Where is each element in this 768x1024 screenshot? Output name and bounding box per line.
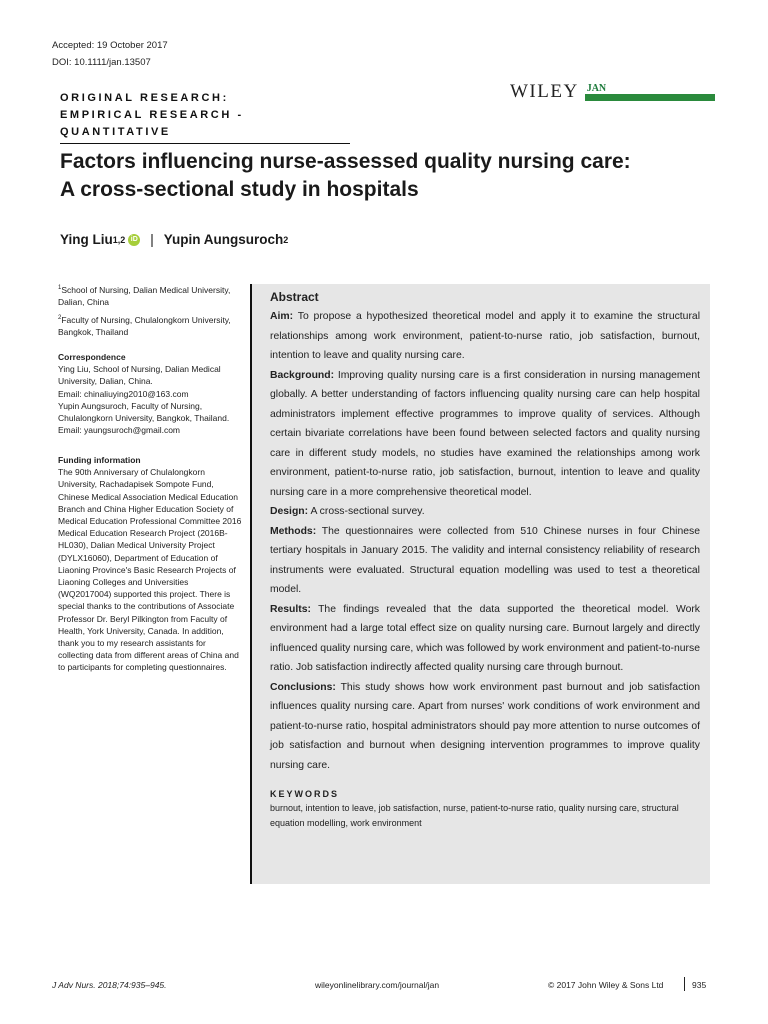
abstract-section-label: Methods:: [270, 525, 317, 537]
abstract-heading: Abstract: [270, 290, 319, 304]
abstract-section-text: A cross-sectional survey.: [310, 506, 425, 517]
affiliation-item: [58, 312, 243, 338]
affiliation-text: School of Nursing, Dalian Medical University, Dalian, China: [58, 284, 231, 308]
doi[interactable]: DOI: 10.1111/jan.13507: [52, 57, 151, 68]
keywords-text: burnout, intention to leave, job satisfaction, nurse, patient-to-nurse ratio, quality nursing care, structural equation modelling, work environment: [270, 803, 679, 828]
author-separator: |: [150, 232, 154, 247]
correspondence-line: Ying Liu, School of Nursing, Dalian Medical: [58, 364, 221, 375]
footer-journal-url[interactable]: wileyonlinelibrary.com/journal/jan: [315, 980, 440, 990]
abstract-design: [270, 502, 700, 522]
author-name[interactable]: Yupin Aungsuroch: [163, 232, 284, 247]
correspondence-line: Yupin Aungsuroch, Faculty of Nursing,: [58, 400, 203, 411]
jan-journal-logo: [585, 84, 715, 102]
abstract-section-label: Design:: [270, 506, 309, 517]
jan-logo-text: JAN: [586, 83, 607, 94]
funding-information: [58, 454, 243, 674]
abstract-aim: [270, 307, 700, 366]
abstract-background: [270, 366, 700, 503]
abstract-section-label: Background:: [270, 369, 335, 381]
jan-logo-bar: [585, 94, 715, 101]
author-name[interactable]: Ying Liu: [60, 232, 113, 247]
affiliations: [58, 282, 243, 338]
footer-citation: J Adv Nurs. 2018;74:935–945.: [52, 980, 167, 990]
correspondence-line: University, Dalian, China.: [58, 376, 153, 387]
page-number: 935: [692, 980, 707, 990]
affiliation-text: Faculty of Nursing, Chulalongkorn University, Bangkok, Thailand: [58, 315, 231, 338]
abstract-methods: [270, 522, 700, 600]
affiliation-item: [58, 282, 243, 308]
footer-divider: [684, 977, 685, 991]
abstract-results: [270, 600, 700, 678]
correspondence-heading: Correspondence: [58, 352, 126, 362]
article-type-line2: EMPIRICAL RESEARCH - QUANTITATIVE: [60, 107, 350, 144]
abstract-conclusions: [270, 678, 700, 776]
title-line-1: Factors influencing nurse-assessed quality nursing care:: [60, 150, 631, 173]
abstract-section-label: Aim:: [270, 311, 294, 322]
author-list: [60, 232, 288, 247]
funding-text: The 90th Anniversary of Chulalongkorn University, Rachadapisek Sompote Fund, Chinese Medical Association Medical Education Branch and China Higher Education Society of Medical Education Professional Committee 2016 Medical Education Research Project (2016B-HL030), Dalian Medical University Project (DYLX16060), Department of Education of Liaoning Province's Basic Research Projects of Liaoning Colleges and Universities (WQ2017004) supported this project. There is special thanks to the contributions of Associate Professor Dr. Beryl Pilkington from Faculty of Health, York University, Canada. In addition, thank you to my research assistants for collecting data from different areas of China and to participants for completing questionnaires.: [58, 467, 242, 673]
abstract-section-text: This study shows how work environment past burnout and job satisfaction influences quality nursing care. Apart from nurses' work conditions of work environment and patient-to-nurse ratio, hospital administrators should pay more attention to nurse outcomes of job satisfaction and burnout when designing intervention programmes to improve quality nursing care.: [270, 681, 700, 771]
correspondence: [58, 351, 243, 436]
correspondence-email[interactable]: Email: chinaliuying2010@163.com: [58, 388, 189, 399]
abstract-section-text: To propose a hypothesized theoretical model and apply it to examine the structural relationships among work environment, patient-to-nurse ratio, job satisfaction, burnout, intention to leave and quality nursing care.: [270, 311, 701, 361]
author-affiliation-marker: 2: [283, 234, 289, 245]
abstract-section-text: The findings revealed that the data supported the theoretical model. Work environment had a large total effect size on quality nursing care. Burnout largely and directly influenced quality nursing care, which was followed by work environment and patient-to-nurse ratio. Job satisfaction indirectly affected quality nursing care through burnout.: [270, 603, 700, 673]
wiley-logo: WILEY: [510, 81, 579, 102]
funding-heading: Funding information: [58, 455, 141, 465]
abstract-section-label: Conclusions:: [270, 681, 336, 693]
abstract-panel: [250, 284, 710, 884]
abstract-section-text: The questionnaires were collected from 510 Chinese nurses in four Chinese tertiary hospitals in January 2015. The validity and internal consistency reliability of research instruments were evaluated. Structural equation modelling was used to test a theoretical model.: [270, 525, 701, 595]
abstract-content: [270, 290, 700, 831]
correspondence-line: Chulalongkorn University, Bangkok, Thailand.: [58, 413, 230, 424]
abstract-section-text: Improving quality nursing care is a first consideration in nursing management globally. A better understanding of factors influencing quality nursing care can help hospital administrators implement effective programmes to improve quality of services. Although certain bivariate correlations have been found between selected factors and quality nursing care in different study models, no studies have examined the relationships among work environment, patient-to-nurse ratio, job satisfaction, burnout, intention to leave and quality nursing care in a more comprehensive theoretical model.: [270, 369, 700, 498]
publisher-branding: [510, 82, 715, 102]
article-type: [60, 90, 350, 144]
title-line-2: A cross-sectional study in hospitals: [60, 178, 419, 201]
keywords-label: KEYWORDS: [270, 789, 340, 799]
footer-copyright: © 2017 John Wiley & Sons Ltd: [548, 980, 664, 990]
article-title: [60, 148, 720, 204]
article-type-line1: ORIGINAL RESEARCH:: [60, 92, 229, 104]
abstract-section-label: Results:: [270, 603, 311, 615]
correspondence-email[interactable]: Email: yaungsuroch@gmail.com: [58, 425, 181, 436]
accepted-date: Accepted: 19 October 2017: [52, 40, 168, 51]
affiliation-number: 2: [58, 315, 62, 322]
orcid-icon[interactable]: iD: [128, 234, 140, 246]
affiliation-number: 1: [58, 285, 62, 291]
author-affiliation-marker: 1,2: [112, 234, 126, 245]
